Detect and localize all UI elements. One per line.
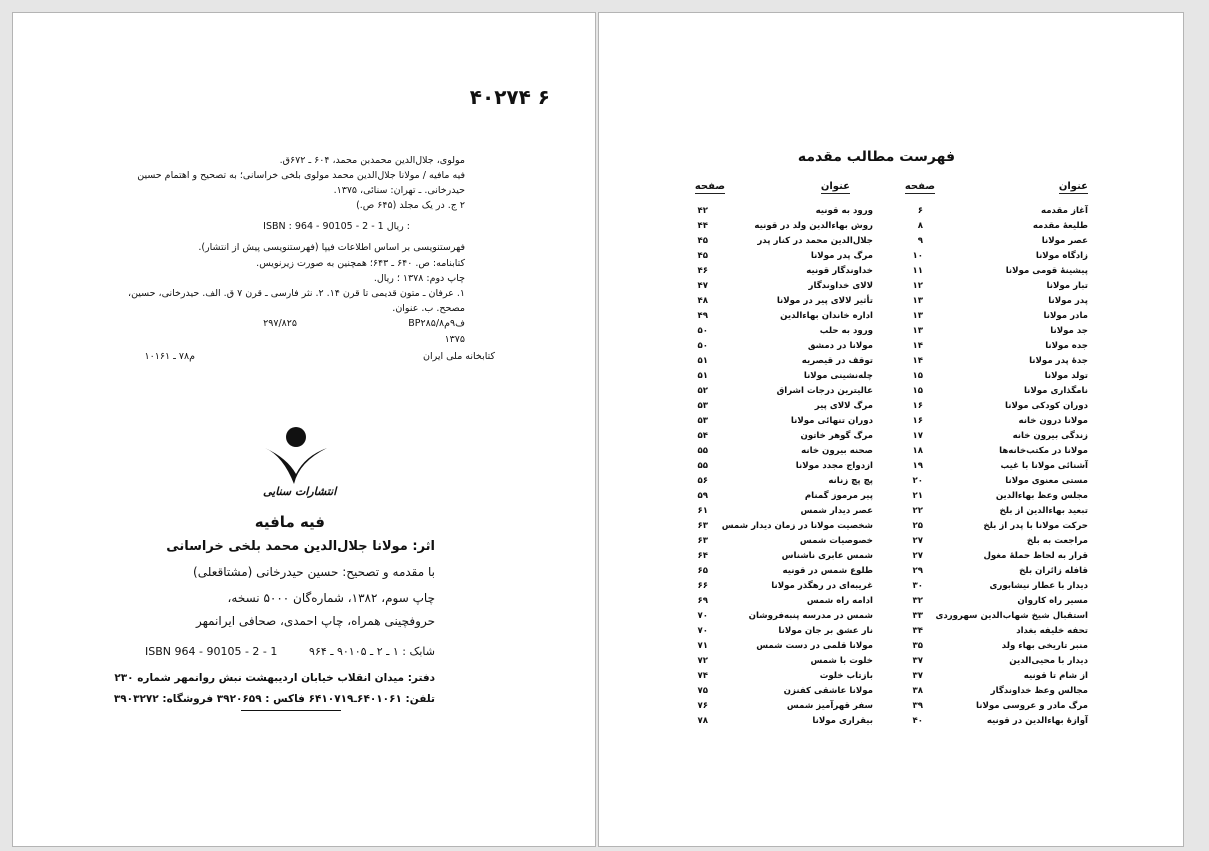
col1-header-page: صفحه <box>904 181 935 192</box>
toc-entry <box>678 534 873 549</box>
toc-entry <box>678 339 873 354</box>
toc-entry-title: خلوت با شمس <box>810 656 873 666</box>
toc-entry-title: صحنه بیرون خانه <box>801 446 873 456</box>
author-line: اثر: مولانا جلال‌الدین محمد بلخی خراسانی <box>166 539 435 554</box>
toc-entry-page: ۵۶ <box>697 476 708 486</box>
toc-entry-page: ۵۴ <box>697 431 708 441</box>
catalog-line: ISBN : 964 - 90105 - 2 - 1 ریال : <box>263 221 410 233</box>
toc-entry <box>678 654 873 669</box>
toc-entry <box>678 549 873 564</box>
toc-entry <box>893 399 1088 414</box>
toc-entry-title: مستی معنوی مولانا <box>1005 476 1088 486</box>
toc-entry <box>893 609 1088 624</box>
toc-entry-page: ۵۵ <box>697 461 708 471</box>
toc-entry-title: تولد مولانا <box>1044 371 1088 381</box>
toc-entry-page: ۷۵ <box>697 686 708 696</box>
logo-text: انتشارات سنایی <box>263 485 337 498</box>
toc-entry-page: ۲۰ <box>912 476 923 486</box>
toc-entry-page: ۲۹ <box>912 566 923 576</box>
toc-entry-title: بیقراری مولانا <box>812 716 873 726</box>
toc-entry-page: ۲۷ <box>912 551 923 561</box>
toc-entry <box>678 699 873 714</box>
toc-entry-title: آوازهٔ بهاءالدین در قونیه <box>986 716 1088 726</box>
toc-entry <box>893 249 1088 264</box>
toc-entry <box>678 309 873 324</box>
library-name: کتابخانه ملی ایران <box>422 351 495 362</box>
toc-entry-title: مرگ پدر مولانا <box>810 251 873 261</box>
toc-entry <box>678 624 873 639</box>
toc-entry <box>893 234 1088 249</box>
toc-entry-title: مولانا عاشقی کفنزن <box>783 686 873 696</box>
toc-entry-page: ۶ <box>917 206 923 216</box>
toc-entry-page: ۴۲ <box>697 206 708 216</box>
printing-line: حروفچینی همراه، چاپ احمدی، صحافی ایرانمهر <box>195 614 435 628</box>
toc-entry-page: ۲۱ <box>912 491 923 501</box>
toc-entry-page: ۱۱ <box>912 266 923 276</box>
toc-entry-title: دیدار با عطار نیشابوری <box>989 581 1088 591</box>
toc-entry-page: ۳۷ <box>912 671 923 681</box>
toc-entry-page: ۶۵ <box>697 566 708 576</box>
dewey-number: ۲۹۷/۸۲۵ <box>263 318 297 329</box>
edition-line: چاپ سوم، ۱۳۸۲، شماره‌گان ۵۰۰۰ نسخه، <box>227 591 435 605</box>
toc-entry-title: پچ پچ زنانه <box>828 476 873 486</box>
class-number: BP۲۸۵/ف۹م۸ <box>408 318 465 329</box>
toc-entry-page: ۴۴ <box>697 221 708 231</box>
toc-entry <box>893 624 1088 639</box>
phone-underline <box>241 710 341 711</box>
toc-entry-title: روش بهاءالدین ولد در قونیه <box>754 221 873 231</box>
toc-entry <box>678 459 873 474</box>
toc-entry-title: مولانا قلمی در دست شمس <box>756 641 873 651</box>
toc-entry <box>678 429 873 444</box>
toc-entry-title: ازدواج مجدد مولانا <box>795 461 873 471</box>
toc-entry-title: اداره خاندان بهاءالدین <box>780 311 873 321</box>
toc-entry <box>893 504 1088 519</box>
library-code: م۷۸ ـ ۱۰۱۶۱ <box>144 351 195 362</box>
toc-entry <box>893 264 1088 279</box>
toc-entry-page: ۱۲ <box>912 281 923 291</box>
toc-entry-page: ۵۰ <box>697 326 708 336</box>
toc-entry <box>893 354 1088 369</box>
toc-entry-page: ۱۴ <box>912 341 923 351</box>
toc-entry <box>678 324 873 339</box>
toc-entry <box>678 489 873 504</box>
toc-entry-page: ۳۴ <box>912 626 923 636</box>
toc-entry-page: ۵۰ <box>697 341 708 351</box>
toc-entry-title: توقف در قیصریه <box>801 356 873 366</box>
toc-entry <box>678 279 873 294</box>
toc-entry <box>678 384 873 399</box>
toc-entry-title: جد مولانا <box>1050 326 1088 336</box>
toc-entry-page: ۱۶ <box>912 401 923 411</box>
toc-entry-page: ۱۵ <box>912 386 923 396</box>
toc-entry-title: دیدار با محیی‌الدین <box>1009 656 1088 666</box>
toc-entry-page: ۷۰ <box>697 626 708 636</box>
shabak-line: شابک : ۱ ـ ۲ ـ ۹۰۱۰۵ ـ ۹۶۴ <box>309 645 435 658</box>
toc-entry-page: ۲۲ <box>912 506 923 516</box>
toc-entry-page: ۵۱ <box>697 371 708 381</box>
toc-entry-title: چله‌نشینی مولانا <box>803 371 873 381</box>
toc-entry-page: ۱۴ <box>912 356 923 366</box>
toc-entry-page: ۴۸ <box>697 296 708 306</box>
catalog-block <box>105 153 465 316</box>
toc-entry-title: سفر قهرآمیز شمس <box>786 701 873 711</box>
toc-entry-page: ۵۱ <box>697 356 708 366</box>
toc-entry-title: دوران کودکی مولانا <box>1004 401 1088 411</box>
catalog-line: مصحح. ب. عنوان. <box>392 302 465 314</box>
toc-entry <box>678 369 873 384</box>
toc-entry <box>893 219 1088 234</box>
isbn-line: ISBN 964 - 90105 - 2 - 1 <box>145 645 278 658</box>
catalog-line: مولوی، جلال‌الدین محمدبن محمد، ۶۰۴ ـ ۶۷۲ق. <box>279 155 465 166</box>
editor-line: با مقدمه و تصحیح: حسین حیدرخانی (مشتاقعلی) <box>193 565 435 579</box>
toc-entry-title: مولانا در مکتب‌خانه‌ها <box>999 446 1088 456</box>
toc-entry <box>678 594 873 609</box>
toc-entry-page: ۱۹ <box>912 461 923 471</box>
toc-entry-title: تحفه خلیفه بغداد <box>1016 626 1088 636</box>
toc-entry <box>893 699 1088 714</box>
toc-entry <box>893 654 1088 669</box>
toc-entry-title: استقبال شیخ شهاب‌الدین سهروردی <box>935 611 1088 621</box>
toc-entry-page: ۷۰ <box>697 611 708 621</box>
toc-entry-title: منبر تاریخی بهاء ولد <box>1001 641 1088 651</box>
toc-entry-page: ۱۵ <box>912 371 923 381</box>
toc-entry-title: عصر دیدار شمس <box>800 506 873 516</box>
toc-entry-page: ۴۵ <box>697 236 708 246</box>
toc-entry-page: ۳۰ <box>912 581 923 591</box>
toc-entry <box>893 474 1088 489</box>
toc-entry <box>893 309 1088 324</box>
toc-entry-title: نامگذاری مولانا <box>1023 386 1088 396</box>
toc-entry <box>893 384 1088 399</box>
toc-entry-page: ۴۶ <box>697 266 708 276</box>
toc-entry <box>893 564 1088 579</box>
toc-entry-page: ۷۴ <box>697 671 708 681</box>
toc-entry-page: ۹ <box>917 236 923 246</box>
toc-entry-title: مولانا درون خانه <box>1018 416 1088 426</box>
toc-entry-title: طلیعهٔ مقدمه <box>1032 221 1088 231</box>
catalog-line: حیدرخانی. ـ تهران: سنائی، ۱۳۷۵. <box>333 185 465 197</box>
toc-entry <box>893 414 1088 429</box>
toc-entry-page: ۳۹ <box>912 701 923 711</box>
toc-entry-title: نار عشق بر جان مولانا <box>778 626 873 636</box>
toc-entry-title: بازتاب خلوت <box>819 671 873 681</box>
toc-entry-title: زادگاه مولانا <box>1035 251 1088 261</box>
right-page <box>598 12 1184 847</box>
toc-entry-title: تأثیر لالای پیر در مولانا <box>776 296 873 306</box>
toc-entry-page: ۵۹ <box>697 491 708 501</box>
toc-entry-title: ورود به قونیه <box>815 206 873 216</box>
toc-entry-title: پیشینهٔ قومی مولانا <box>1005 266 1088 276</box>
toc-entry-page: ۳۲ <box>912 596 923 606</box>
class-year: ۱۳۷۵ <box>444 334 465 345</box>
toc-entry-title: مرگ گوهر خاتون <box>800 431 873 441</box>
toc-entry-title: تبار مولانا <box>1046 281 1088 291</box>
toc-entry <box>893 549 1088 564</box>
toc-entry-title: تبعید بهاءالدین از بلخ <box>999 506 1088 516</box>
toc-entry <box>678 639 873 654</box>
toc-entry-page: ۱۷ <box>912 431 923 441</box>
toc-entry-page: ۷۸ <box>697 716 708 726</box>
toc-entry-page: ۶۶ <box>697 581 708 591</box>
catalog-line: ۲ ج. در یک مجلد (۶۴۵ ص.) <box>356 200 465 212</box>
phone-line: تلفن: ۶۴۰۱۰۶۱ـ۶۴۱۰۷۱۹ فاکس : ۳۹۲۰۶۵۹ فروشگاه: ۳۹۰۳۲۷۲ <box>113 693 435 705</box>
toc-entry <box>893 669 1088 684</box>
toc-entry-page: ۴۷ <box>697 281 708 291</box>
toc-entry-page: ۲۷ <box>912 536 923 546</box>
catalog-line: فهرستنویسی بر اساس اطلاعات فیپا (فهرستنویسی پیش از انتشار). <box>198 242 465 254</box>
toc-entry-page: ۱۰ <box>912 251 923 261</box>
toc-entry-page: ۸ <box>917 221 923 231</box>
catalog-line: فیه مافیه / مولانا جلال‌الدین محمد مولوی بلخی خراسانی؛ به تصحیح و اهتمام حسین <box>137 170 465 182</box>
toc-entry-page: ۳۳ <box>912 611 923 621</box>
toc-entry-page: ۲۵ <box>912 521 923 531</box>
toc-entry <box>678 714 873 729</box>
toc-entry <box>893 459 1088 474</box>
toc-entry-title: دوران تنهائی مولانا <box>790 416 873 426</box>
toc-entry-title: پیر مرموز گمنام <box>804 491 873 501</box>
toc-entry-title: ادامه راه شمس <box>806 596 873 606</box>
col1-header-title: عنوان <box>1058 181 1088 192</box>
toc-entry-page: ۷۱ <box>697 641 708 651</box>
toc-entry-title: شمس عابری ناشناس <box>781 551 873 561</box>
toc-entry <box>893 594 1088 609</box>
toc-entry-title: مجالس وعظ خداوندگار <box>990 686 1088 696</box>
toc-entry-page: ۴۰ <box>912 716 923 726</box>
toc-entry-page: ۷۶ <box>697 701 708 711</box>
toc-entry-title: لالای خداوندگار <box>808 281 873 291</box>
toc-entry <box>893 324 1088 339</box>
toc-entry <box>893 294 1088 309</box>
toc-entry <box>893 339 1088 354</box>
toc-entry-title: شمس در مدرسه پنبه‌فروشان <box>748 611 873 621</box>
toc-entry <box>893 714 1088 729</box>
toc-entry <box>893 684 1088 699</box>
toc-entry-page: ۱۶ <box>912 416 923 426</box>
toc-entry <box>678 564 873 579</box>
toc-entry-title: شخصیت مولانا در زمان دیدار شمس <box>721 521 873 531</box>
catalog-line: چاپ دوم: ۱۳۷۸ ؛ ریال. <box>373 272 465 284</box>
toc-entry <box>678 414 873 429</box>
toc-entry <box>678 354 873 369</box>
toc-entry-page: ۴۹ <box>697 311 708 321</box>
office-address: دفتر: میدان انقلاب خیابان اردیبهشت نبش روانمهر شماره ۲۳۰ <box>114 672 435 684</box>
toc-entry <box>678 399 873 414</box>
toc-entry-page: ۷۲ <box>697 656 708 666</box>
toc-entry <box>678 519 873 534</box>
toc-column-2 <box>678 204 873 729</box>
toc-entry <box>678 474 873 489</box>
toc-entry <box>678 444 873 459</box>
toc-entry-page: ۳۷ <box>912 656 923 666</box>
toc-entry-title: مادر مولانا <box>1043 311 1088 321</box>
col2-header-title: عنوان <box>820 181 850 192</box>
toc-entry <box>893 279 1088 294</box>
toc-entry-page: ۶۱ <box>697 506 708 516</box>
corner-number: ۴۰۲۷۴ ۶ <box>469 85 550 109</box>
toc-entry-page: ۶۹ <box>697 596 708 606</box>
toc-entry-page: ۵۲ <box>697 386 708 396</box>
toc-entry-title: آشنائی مولانا با غیب <box>1000 461 1088 471</box>
toc-entry <box>893 489 1088 504</box>
toc-entry <box>893 369 1088 384</box>
toc-entry <box>678 219 873 234</box>
toc-entry <box>678 249 873 264</box>
toc-entry-title: مولانا در دمشق <box>807 341 873 351</box>
toc-entry-title: جدهٔ پدر مولانا <box>1029 356 1088 366</box>
toc-entry-title: پدر مولانا <box>1048 296 1088 306</box>
toc-entry-title: زندگی بیرون خانه <box>1012 431 1088 441</box>
toc-title: فهرست مطالب مقدمه <box>797 149 955 165</box>
toc-entry-page: ۱۳ <box>912 311 923 321</box>
toc-entry-page: ۴۵ <box>697 251 708 261</box>
toc-entry-page: ۱۸ <box>912 446 923 456</box>
toc-entry <box>893 519 1088 534</box>
catalog-line: ۱. عرفان ـ متون قدیمی تا قرن ۱۴. ۲. نثر فارسی ـ قرن ۷ ق. الف. حیدرخانی، حسین، <box>128 287 465 299</box>
toc-entry-title: عصر مولانا <box>1041 236 1088 246</box>
toc-entry <box>893 579 1088 594</box>
toc-entry-title: مراجعت به بلخ <box>1026 536 1088 546</box>
toc-entry-title: قافله زائران بلخ <box>1019 566 1088 576</box>
toc-entry-title: مرگ مادر و عروسی مولانا <box>976 701 1088 711</box>
toc-entry-page: ۱۳ <box>912 326 923 336</box>
toc-entry <box>678 234 873 249</box>
left-page <box>12 12 596 847</box>
toc-entry <box>678 504 873 519</box>
toc-entry <box>893 429 1088 444</box>
toc-entry <box>893 534 1088 549</box>
toc-entry-title: خداوندگار قونیه <box>806 266 873 276</box>
toc-entry-page: ۶۴ <box>697 551 708 561</box>
toc-entry-title: جلال‌الدین محمد در کنار پدر <box>757 236 873 246</box>
toc-entry-page: ۳۵ <box>912 641 923 651</box>
toc-entry-title: مجلس وعظ بهاءالدین <box>995 491 1088 501</box>
toc-entry-page: ۵۵ <box>697 446 708 456</box>
col2-header-page: صفحه <box>694 181 725 192</box>
toc-entry-title: عالیترین درجات اشراق <box>776 386 873 396</box>
toc-entry <box>678 294 873 309</box>
toc-entry-title: غریبه‌ای در رهگذر مولانا <box>771 581 873 591</box>
toc-entry-page: ۵۳ <box>697 416 708 426</box>
toc-entry-title: طلوع شمس در قونیه <box>782 566 873 576</box>
toc-column-1 <box>893 204 1088 729</box>
toc-entry-title: مرگ لالای پیر <box>814 401 873 411</box>
toc-entry-title: ورود به حلب <box>819 326 873 336</box>
toc-entry <box>678 669 873 684</box>
toc-entry-title: مسیر راه کاروان <box>1017 596 1088 606</box>
toc-entry <box>893 444 1088 459</box>
toc-entry-page: ۶۳ <box>697 521 708 531</box>
catalog-line: کتابنامه: ص. ۶۴۰ ـ ۶۴۳؛ همچنین به صورت زیرنویس. <box>256 257 465 269</box>
toc-entry-title: جده مولانا <box>1045 341 1088 351</box>
toc-entry-title: خصوصیات شمس <box>799 536 873 546</box>
toc-entry-title: آغاز مقدمه <box>1041 206 1088 216</box>
toc-entry <box>893 204 1088 219</box>
toc-entry-page: ۵۳ <box>697 401 708 411</box>
toc-entry-title: قرار به لحاظ حملهٔ مغول <box>983 551 1088 561</box>
toc-entry-title: حرکت مولانا با پدر از بلخ <box>983 521 1088 531</box>
toc-entry-title: از شام تا قونیه <box>1023 671 1088 681</box>
book-title: فیه مافیه <box>254 513 325 531</box>
toc-entry-page: ۶۳ <box>697 536 708 546</box>
toc-entry <box>893 639 1088 654</box>
toc-entry-page: ۱۳ <box>912 296 923 306</box>
toc-entry <box>678 609 873 624</box>
toc-entry <box>678 684 873 699</box>
toc-entry <box>678 204 873 219</box>
toc-entry <box>678 264 873 279</box>
toc-entry <box>678 579 873 594</box>
toc-entry-page: ۳۸ <box>912 686 923 696</box>
